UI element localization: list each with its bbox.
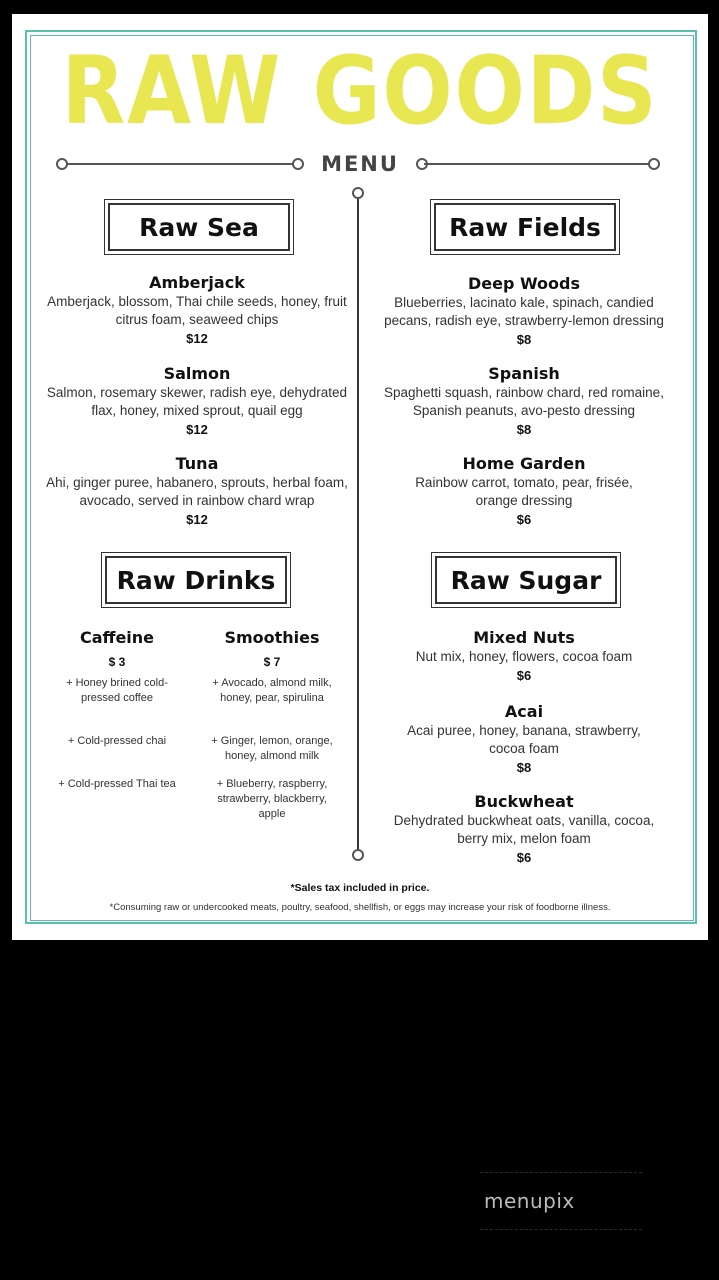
center-divider [357,197,359,853]
item-price: $6 [516,512,532,527]
divider-right [424,163,652,165]
item-name: Mixed Nuts [473,628,575,647]
drink-category-price: $ 3 [108,655,126,669]
item-price: $8 [516,760,532,775]
section-title-raw-sugar: Raw Sugar [435,556,617,604]
item-name: Spanish [488,364,560,383]
item-price: $12 [186,512,208,527]
section-header-raw-sea [104,199,294,255]
menu-item-mixed-nuts [402,628,646,686]
drink-entry: + Blueberry, raspberry, strawberry, blackberry, apple [216,778,328,820]
sales-tax-note: *Sales tax included in price. [290,882,430,894]
menu-item-home-garden [402,454,646,530]
item-description: Salmon, rosemary skewer, radish eye, dehydrated flax, honey, mixed sprout, quail egg [46,385,348,418]
drink-category-smoothies [212,628,332,669]
menupix-watermark: menupix [480,1172,642,1230]
section-title-raw-fields: Raw Fields [434,203,616,251]
item-price: $8 [516,332,532,347]
menu-sheet [12,14,708,940]
item-price: $8 [516,422,532,437]
drink-entry: + Honey brined cold-pressed coffee [66,677,168,704]
center-divider-bottom-dot [352,849,364,861]
food-safety-warning: *Consuming raw or undercooked meats, poultry, seafood, shellfish, or eggs may increase your risk of foodborne illness. [109,902,611,913]
item-description: Dehydrated buckwheat oats, vanilla, cocoa, berry mix, melon foam [393,813,655,846]
item-name: Home Garden [462,454,586,473]
divider-left-end-dot [56,158,68,170]
item-description: Amberjack, blossom, Thai chile seeds, honey, fruit citrus foam, seaweed chips [47,294,347,327]
menu-item-buckwheat [382,792,666,868]
section-header-raw-drinks [101,552,291,608]
item-price: $12 [186,331,208,346]
divider-right-end-dot [648,158,660,170]
item-name: Tuna [175,454,219,473]
section-header-raw-fields [430,199,620,255]
item-price: $6 [516,850,532,865]
menu-item-salmon [42,364,352,440]
section-header-raw-sugar [431,552,621,608]
menu-item-acai [396,702,652,778]
drink-entry: + Cold-pressed Thai tea [58,778,176,790]
drink-category-price: $ 7 [263,655,281,669]
drink-entry: + Ginger, lemon, orange, honey, almond milk [211,735,333,762]
item-description: Spaghetti squash, rainbow chard, red romaine, Spanish peanuts, avo-pesto dressing [384,385,664,418]
drink-entry: + Avocado, almond milk, honey, pear, spirulina [212,677,332,704]
item-description: Rainbow carrot, tomato, pear, frisée, orange dressing [415,475,633,508]
restaurant-title: RAW GOODS [61,37,659,146]
item-name: Acai [504,702,544,721]
divider-left [62,163,296,165]
menu-item-spanish [370,364,678,440]
item-price: $6 [516,668,532,683]
item-name: Buckwheat [474,792,574,811]
divider-left-inner-dot [292,158,304,170]
menu-item-amberjack [42,273,352,349]
drink-category-name: Caffeine [79,628,155,647]
menu-item-deep-woods [372,274,676,350]
item-name: Deep Woods [467,274,581,293]
section-title-raw-drinks: Raw Drinks [105,556,287,604]
drink-category-caffeine [62,628,172,669]
item-description: Blueberries, lacinato kale, spinach, candied pecans, radish eye, strawberry-lemon dressing [384,295,664,328]
drink-entry: + Cold-pressed chai [67,735,167,747]
menu-subtitle: MENU [321,152,399,176]
drink-category-name: Smoothies [224,628,320,647]
item-name: Salmon [163,364,231,383]
item-description: Acai puree, honey, banana, strawberry, cocoa foam [407,723,641,756]
section-title-raw-sea: Raw Sea [108,203,290,251]
item-description: Nut mix, honey, flowers, cocoa foam [415,649,633,664]
center-divider-top-dot [352,187,364,199]
menu-item-tuna [42,454,352,530]
item-description: Ahi, ginger puree, habanero, sprouts, herbal foam, avocado, served in rainbow chard wrap [46,475,348,508]
item-name: Amberjack [149,273,245,292]
item-price: $12 [186,422,208,437]
